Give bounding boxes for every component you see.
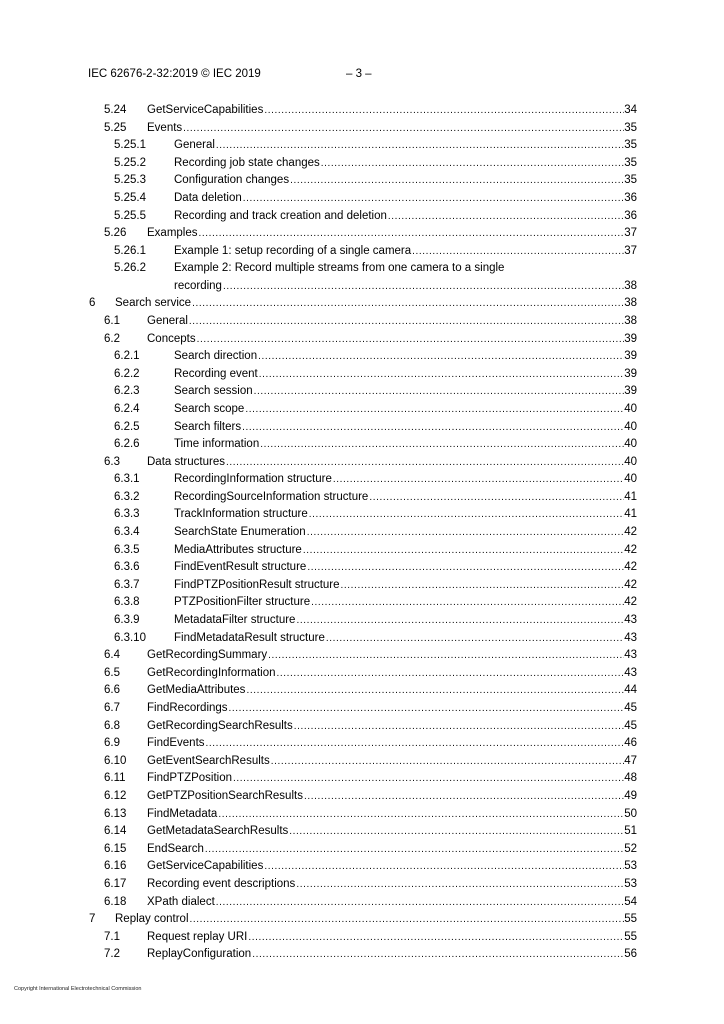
toc-entry-body: [174, 471, 637, 489]
toc-entry-page: 38: [624, 314, 637, 327]
toc-leader-dots: [296, 876, 624, 894]
toc-entry-page: 35: [624, 139, 637, 152]
toc-leader-dots: [218, 806, 624, 824]
toc-entry-page: 35: [624, 174, 637, 187]
toc-entry-body: [174, 577, 637, 595]
toc-entry[interactable]: [0, 612, 724, 630]
toc-entry-page: 41: [624, 508, 637, 521]
toc-entry-number: 6.3: [104, 455, 120, 468]
toc-entry-body: [147, 331, 637, 349]
toc-entry-number: 5.25.3: [114, 174, 146, 187]
toc-entry-body: [115, 911, 637, 929]
toc-entry[interactable]: [0, 894, 724, 912]
toc-entry-body: [174, 630, 637, 648]
toc-entry-body: [147, 858, 637, 876]
toc-entry-number: 5.25.1: [114, 139, 146, 152]
toc-entry[interactable]: [0, 542, 724, 560]
toc-entry-page: 47: [624, 754, 637, 767]
toc-entry-body: [147, 718, 637, 736]
toc-entry-number: 6.3.8: [114, 596, 140, 609]
toc-entry-number: 6.3.2: [114, 490, 140, 503]
toc-entry[interactable]: [0, 735, 724, 753]
toc-entry-title: GetRecordingSummary: [147, 649, 268, 662]
toc-leader-dots: [303, 542, 624, 560]
toc-entry-page: 40: [624, 438, 637, 451]
toc-leader-dots: [268, 647, 624, 665]
toc-entry-title: PTZPositionFilter structure: [174, 596, 311, 609]
toc-entry-title: GetRecordingInformation: [147, 666, 276, 679]
toc-entry[interactable]: [0, 471, 724, 489]
toc-entry-body: [147, 876, 637, 894]
toc-entry-page: 42: [624, 543, 637, 556]
toc-entry-number: 5.26.1: [114, 244, 146, 257]
toc-entry-number: 6.3.5: [114, 543, 140, 556]
toc-leader-dots: [205, 841, 624, 859]
toc-entry-body: [147, 894, 637, 912]
toc-entry[interactable]: [0, 718, 724, 736]
toc-entry-page: 46: [624, 737, 637, 750]
toc-entry-title: Search session: [174, 385, 253, 398]
toc-entry-title: GetPTZPositionSearchResults: [147, 789, 303, 802]
toc-leader-dots: [276, 665, 624, 683]
toc-entry-title: Events: [147, 121, 183, 134]
page-header: [88, 68, 372, 80]
toc-entry-page: 37: [624, 244, 637, 257]
toc-entry[interactable]: [0, 788, 724, 806]
toc-leader-dots: [197, 331, 625, 349]
toc-leader-dots: [264, 858, 624, 876]
toc-entry-number: 6.17: [104, 877, 127, 890]
toc-entry-number: 6.3.7: [114, 578, 140, 591]
toc-leader-dots: [307, 524, 625, 542]
toc-leader-dots: [199, 225, 625, 243]
toc-entry[interactable]: [0, 559, 724, 577]
toc-entry-body: [147, 120, 637, 138]
toc-entry-number: 6.2: [104, 332, 120, 345]
toc-entry-number: 6.8: [104, 719, 120, 732]
toc-entry[interactable]: [0, 647, 724, 665]
toc-entry[interactable]: [0, 770, 724, 788]
toc-entry[interactable]: [0, 753, 724, 771]
toc-entry-page: 53: [624, 877, 637, 890]
toc-leader-dots: [311, 594, 624, 612]
toc-entry-title: ReplayConfiguration: [147, 948, 252, 961]
toc-entry[interactable]: [0, 946, 724, 964]
toc-entry-number: 5.24: [104, 104, 127, 116]
toc-entry-title: FindEvents: [147, 737, 205, 750]
toc-entry-page: 36: [624, 191, 637, 204]
toc-entry-page: 42: [624, 526, 637, 539]
toc-entry-body: [147, 788, 637, 806]
toc-leader-dots: [189, 313, 624, 331]
toc-leader-dots: [206, 735, 625, 753]
toc-entry[interactable]: [0, 366, 724, 384]
toc-leader-dots: [192, 295, 624, 313]
toc-entry-body: [147, 770, 637, 788]
toc-entry-body: [147, 735, 637, 753]
toc-entry[interactable]: [0, 172, 724, 190]
toc-entry-body: [147, 665, 637, 683]
toc-entry[interactable]: [0, 524, 724, 542]
toc-entry-page: 37: [624, 227, 637, 240]
toc-entry-title: Search scope: [174, 402, 245, 415]
toc-leader-dots: [183, 120, 624, 138]
toc-entry-title: MetadataFilter structure: [174, 614, 296, 627]
toc-entry-page: 48: [624, 772, 637, 785]
toc-entry-number: 5.25: [104, 121, 127, 134]
toc-entry-number: 6.14: [104, 825, 127, 838]
toc-entry-title: TrackInformation structure: [174, 508, 308, 521]
toc-entry-title: MediaAttributes structure: [174, 543, 302, 556]
toc-entry-page: 42: [624, 561, 637, 574]
toc-entry-body: [147, 841, 637, 859]
toc-entry[interactable]: [0, 436, 724, 454]
toc-entry-page: 42: [624, 596, 637, 609]
toc-entry-number: 6.3.3: [114, 508, 140, 521]
toc-entry-body: [174, 155, 637, 173]
toc-entry-title: Examples: [147, 227, 198, 240]
toc-entry[interactable]: [0, 682, 724, 700]
toc-entry-page: 40: [624, 455, 637, 468]
toc-entry-number: 5.25.4: [114, 191, 146, 204]
toc-entry-number: 6.3.10: [114, 631, 146, 644]
toc-entry-number: 5.26: [104, 227, 127, 240]
toc-entry-page: 53: [624, 860, 637, 873]
toc-entry-number: 6.6: [104, 684, 120, 697]
toc-entry-number: 7: [89, 913, 96, 926]
toc-entry-number: 6.4: [104, 649, 120, 662]
toc-entry-page: 43: [624, 666, 637, 679]
toc-entry-number: 6.2.1: [114, 350, 140, 363]
toc-entry-body: [147, 454, 637, 472]
toc-entry-body: [174, 559, 637, 577]
toc-entry-page: 43: [624, 631, 637, 644]
toc-entry-title: Time information: [174, 438, 260, 451]
toc-entry[interactable]: [0, 102, 724, 120]
toc-entry-title: RecordingInformation structure: [174, 473, 332, 486]
toc-entry-number: 6.2.4: [114, 402, 140, 415]
toc-entry-title: GetRecordingSearchResults: [147, 719, 293, 732]
toc-entry-number: 6.11: [104, 772, 126, 785]
toc-leader-dots: [226, 454, 624, 472]
toc-entry-number: 6.10: [104, 754, 127, 767]
toc-entry-body: [174, 243, 637, 261]
toc-entry-title: Search service: [115, 297, 192, 310]
toc-entry-number: 6.1: [104, 314, 120, 327]
toc-entry-title: GetMediaAttributes: [147, 684, 246, 697]
toc-entry[interactable]: [0, 841, 724, 859]
toc-leader-dots: [242, 419, 624, 437]
toc-entry[interactable]: [0, 858, 724, 876]
toc-entry-body: [174, 278, 637, 296]
toc-entry-title: Recording and track creation and deletion: [174, 209, 387, 222]
toc-entry-title: Data deletion: [174, 191, 242, 204]
toc-leader-dots: [246, 682, 624, 700]
toc-entry[interactable]: [0, 260, 724, 295]
toc-entry-title: FindPTZPositionResult structure: [174, 578, 340, 591]
toc-leader-dots: [333, 471, 624, 489]
toc-entry-page: 55: [624, 930, 637, 943]
toc-entry-page: 34: [624, 104, 637, 116]
toc-entry-page: 43: [624, 649, 637, 662]
toc-leader-dots: [248, 929, 624, 947]
toc-entry[interactable]: [0, 630, 724, 648]
toc-entry-page: 35: [624, 121, 637, 134]
toc-entry-number: 5.25.2: [114, 156, 146, 169]
toc-entry-title-line1: Example 2: Record multiple streams from one camera to a single: [174, 262, 505, 275]
toc-entry-title: RecordingSourceInformation structure: [174, 490, 369, 503]
toc-entry-page: 38: [624, 297, 637, 310]
toc-entry[interactable]: [0, 383, 724, 401]
toc-entry[interactable]: [0, 806, 724, 824]
toc-entry[interactable]: [0, 155, 724, 173]
toc-entry[interactable]: [0, 208, 724, 226]
toc-entry-title: EndSearch: [147, 842, 204, 855]
toc-entry[interactable]: [0, 313, 724, 331]
toc-entry-body: [174, 137, 637, 155]
toc-leader-dots: [245, 401, 624, 419]
toc-entry-number: 6.5: [104, 666, 120, 679]
toc-entry-title: General: [174, 139, 215, 152]
toc-entry-number: 6.3.6: [114, 561, 140, 574]
toc-entry-body: [174, 594, 637, 612]
toc-entry-page: 54: [624, 895, 637, 908]
toc-entry[interactable]: [0, 120, 724, 138]
toc-entry-title: FindMetadataResult structure: [174, 631, 325, 644]
toc-entry-number: 6.3.9: [114, 614, 140, 627]
toc-entry[interactable]: [0, 348, 724, 366]
toc-entry-number: 6.12: [104, 789, 127, 802]
toc-entry-body: [174, 348, 637, 366]
toc-entry-body: [174, 542, 637, 560]
toc-entry-number: 5.26.2: [114, 262, 146, 275]
toc-leader-dots: [388, 208, 624, 226]
toc-entry-body: [147, 647, 637, 665]
toc-entry-page: 42: [624, 578, 637, 591]
toc-entry-body: [147, 806, 637, 824]
toc-entry[interactable]: [0, 700, 724, 718]
toc-leader-dots: [216, 137, 624, 155]
toc-entry-body: [147, 823, 637, 841]
toc-entry-body: [174, 489, 637, 507]
toc-entry-body: [115, 295, 637, 313]
toc-leader-dots: [326, 630, 624, 648]
page-number: – 3 –: [346, 68, 372, 80]
toc-entry-title: Configuration changes: [174, 174, 290, 187]
document-id: IEC 62676-2-32:2019 © IEC 2019: [88, 68, 261, 80]
toc-leader-dots: [369, 489, 624, 507]
toc-entry-number: 6.2.5: [114, 420, 140, 433]
toc-entry-body: [174, 190, 637, 208]
toc-entry-page: 39: [624, 367, 637, 380]
toc-entry-body: [147, 102, 637, 120]
toc-entry-page: 52: [624, 842, 637, 855]
toc-entry-page: 49: [624, 789, 637, 802]
toc-entry[interactable]: [0, 911, 724, 929]
toc-entry-page: 38: [624, 279, 637, 292]
toc-leader-dots: [254, 383, 625, 401]
toc-entry[interactable]: [0, 225, 724, 243]
toc-entry[interactable]: [0, 331, 724, 349]
toc-entry-body: [174, 436, 637, 454]
toc-entry-number: 7.2: [104, 948, 120, 961]
toc-entry[interactable]: [0, 489, 724, 507]
toc-entry-body: [174, 383, 637, 401]
toc-entry-title: GetServiceCapabilities: [147, 860, 264, 873]
toc-entry-title: Data structures: [147, 455, 225, 468]
toc-entry-title: GetServiceCapabilities: [147, 104, 264, 116]
toc-entry-body: [174, 419, 637, 437]
toc-entry-body: [147, 929, 637, 947]
toc-leader-dots: [190, 911, 625, 929]
toc-entry[interactable]: [0, 454, 724, 472]
toc-entry-title: Search direction: [174, 350, 258, 363]
toc-entry-number: 6.2.3: [114, 385, 140, 398]
toc-entry-page: 39: [624, 350, 637, 363]
toc-entry-page: 51: [624, 825, 637, 838]
toc-entry-page: 44: [624, 684, 637, 697]
toc-entry-title: GetEventSearchResults: [147, 754, 270, 767]
toc-entry[interactable]: [0, 594, 724, 612]
toc-entry-title: Replay control: [115, 913, 189, 926]
toc-entry-number: 6: [89, 297, 96, 310]
toc-leader-dots: [243, 190, 624, 208]
toc-entry[interactable]: [0, 419, 724, 437]
toc-entry-number: 6.2.2: [114, 367, 140, 380]
toc-entry-title: Search filters: [174, 420, 242, 433]
copyright-footer: Copyright International Electrotechnical Commission: [14, 986, 142, 992]
toc-entry-page: 56: [624, 948, 637, 961]
toc-entry[interactable]: [0, 823, 724, 841]
toc-leader-dots: [259, 366, 624, 384]
toc-entry-number: 5.25.5: [114, 209, 146, 222]
toc-entry-number: 6.18: [104, 895, 127, 908]
toc-leader-dots: [304, 788, 624, 806]
toc-entry-title: Recording event descriptions: [147, 877, 296, 890]
toc-entry-body: [147, 700, 637, 718]
toc-entry[interactable]: [0, 190, 724, 208]
toc-entry[interactable]: [0, 401, 724, 419]
toc-leader-dots: [412, 243, 624, 261]
toc-entry-page: 40: [624, 402, 637, 415]
toc-entry-body: [147, 946, 637, 964]
toc-leader-dots: [307, 559, 624, 577]
toc-entry-title: GetMetadataSearchResults: [147, 825, 289, 838]
toc-entry-title: FindEventResult structure: [174, 561, 307, 574]
toc-entry-title: FindMetadata: [147, 807, 218, 820]
toc-entry-number: 6.16: [104, 860, 127, 873]
toc-entry-body: [174, 506, 637, 524]
toc-entry-body: [147, 753, 637, 771]
toc-entry-page: 45: [624, 702, 637, 714]
toc-entry-body: [147, 225, 637, 243]
toc-entry-title: SearchState Enumeration: [174, 526, 306, 539]
toc-leader-dots: [258, 348, 624, 366]
table-of-contents: [0, 102, 724, 964]
toc-entry-number: 6.3.4: [114, 526, 140, 539]
toc-entry-body: [174, 366, 637, 384]
toc-entry-body: [174, 401, 637, 419]
toc-entry-page: 39: [624, 332, 637, 345]
toc-entry-number: 7.1: [104, 930, 120, 943]
toc-entry-number: 6.9: [104, 737, 120, 750]
toc-entry-page: 40: [624, 473, 637, 486]
toc-leader-dots: [264, 102, 624, 120]
toc-leader-dots: [289, 823, 624, 841]
toc-entry-body: [147, 313, 637, 331]
toc-leader-dots: [223, 278, 624, 296]
toc-entry-page: 40: [624, 420, 637, 433]
toc-entry[interactable]: [0, 665, 724, 683]
toc-entry-number: 6.3.1: [114, 473, 140, 486]
toc-entry[interactable]: [0, 506, 724, 524]
toc-leader-dots: [229, 700, 625, 718]
toc-leader-dots: [341, 577, 625, 595]
toc-entry-title: recording: [174, 279, 222, 292]
toc-entry-title: Request replay URI: [147, 930, 248, 943]
toc-entry-title: FindPTZPosition: [147, 772, 233, 785]
toc-entry-title: Recording event: [174, 367, 258, 380]
toc-entry-page: 50: [624, 807, 637, 820]
toc-entry-body: [174, 612, 637, 630]
toc-leader-dots: [321, 155, 624, 173]
toc-entry-title: Concepts: [147, 332, 196, 345]
toc-entry-number: 6.15: [104, 842, 127, 855]
toc-entry-number: 6.13: [104, 807, 127, 820]
toc-entry-number: 6.7: [104, 702, 120, 714]
toc-entry-title: General: [147, 314, 188, 327]
toc-entry-body: [174, 208, 637, 226]
toc-entry-title: Recording job state changes: [174, 156, 320, 169]
toc-entry[interactable]: [0, 295, 724, 313]
toc-entry-title: XPath dialect: [147, 895, 215, 908]
toc-entry-number: 6.2.6: [114, 438, 140, 451]
toc-entry[interactable]: [0, 137, 724, 155]
toc-leader-dots: [309, 506, 624, 524]
toc-entry-page: 41: [624, 490, 637, 503]
toc-leader-dots: [271, 753, 624, 771]
toc-leader-dots: [216, 894, 624, 912]
toc-entry-body: [174, 524, 637, 542]
toc-entry-title: Example 1: setup recording of a single camera: [174, 244, 412, 257]
toc-leader-dots: [296, 612, 624, 630]
toc-entry-page: 39: [624, 385, 637, 398]
toc-leader-dots: [260, 436, 624, 454]
toc-entry-page: 55: [624, 913, 637, 926]
toc-entry[interactable]: [0, 243, 724, 261]
toc-leader-dots: [252, 946, 624, 964]
toc-entry-page: 43: [624, 614, 637, 627]
toc-entry-body: [147, 682, 637, 700]
toc-leader-dots: [294, 718, 624, 736]
toc-entry-page: 36: [624, 209, 637, 222]
toc-entry-body: [174, 172, 637, 190]
toc-entry[interactable]: [0, 876, 724, 894]
toc-entry-page: 35: [624, 156, 637, 169]
toc-entry-title: FindRecordings: [147, 702, 228, 714]
toc-entry[interactable]: [0, 929, 724, 947]
toc-leader-dots: [233, 770, 624, 788]
toc-leader-dots: [290, 172, 624, 190]
toc-entry[interactable]: [0, 577, 724, 595]
toc-entry-page: 45: [624, 719, 637, 732]
